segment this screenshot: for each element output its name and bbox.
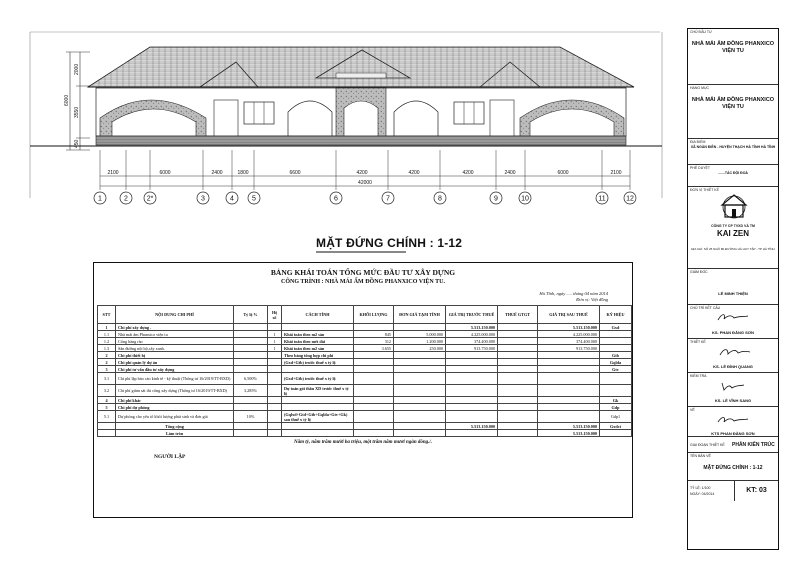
cell-before: 5.513.150.000 [446, 423, 498, 430]
table-subtitle: CÔNG TRÌNH : NHÀ MÁI ẤM ĐỒNG PHANXICO VIỆN TU. [280, 279, 445, 285]
cell-method: Khái toán theo m2 sàn [282, 345, 354, 352]
cell-code: Gxdct [600, 423, 632, 430]
axis-label: 8 [438, 195, 442, 203]
cell-rate: 6,500% [234, 373, 268, 385]
sheet-number: KT: 03 [734, 481, 778, 501]
drafter-cell [688, 407, 778, 437]
cell-before [446, 385, 498, 397]
cell-qty [354, 423, 394, 430]
location-label: ĐỊA ĐIỂM [690, 140, 706, 144]
cell-stt: 5.1 [98, 411, 116, 423]
cell-before [446, 359, 498, 366]
cell-after [538, 385, 600, 397]
hdim-7: 4200 [462, 170, 474, 176]
axis-label: 10 [521, 195, 529, 203]
table-header-row [98, 306, 632, 324]
cell-vat [498, 338, 538, 345]
cell-method: Khái toán theo m2 sàn [282, 331, 354, 338]
cell-stt: 4 [98, 397, 116, 404]
cell-price [394, 430, 446, 437]
table-row [98, 352, 632, 359]
cell-qty [354, 397, 394, 404]
cell-vat [498, 359, 538, 366]
table-row [98, 366, 632, 373]
cell-code: Gxd [600, 324, 632, 331]
cell-method: (Gxd+Gtb) trước thuế x tỷ lệ [282, 373, 354, 385]
hdim-2: 2400 [211, 170, 223, 176]
cell-after: 913.750.000 [538, 345, 600, 352]
cell-vat [498, 430, 538, 437]
cell-method [282, 324, 354, 331]
cell-rate [234, 359, 268, 366]
approved-label: PHÊ DUYỆT [690, 166, 711, 170]
axis-label: 2 [124, 195, 128, 203]
sheet-info-cell [688, 481, 778, 501]
cell-method [282, 397, 354, 404]
cell-qty [354, 385, 394, 397]
cell-before [446, 373, 498, 385]
cell-content: Tổng cộng [116, 423, 234, 430]
cell-coef [268, 366, 282, 373]
col-header: CÁCH TÍNH [282, 306, 354, 324]
cell-code: Gdp1 [600, 411, 632, 423]
cell-before: 4.225.000.000 [446, 331, 498, 338]
signature-icon [688, 345, 778, 359]
signature-icon [688, 311, 778, 325]
cell-rate [234, 324, 268, 331]
cell-rate [234, 430, 268, 437]
cell-vat [498, 352, 538, 359]
cell-qty [354, 373, 394, 385]
hdim-10: 2100 [610, 170, 622, 176]
cell-vat [498, 373, 538, 385]
cell-content: Chi phí tư vấn đầu tư xây dựng [116, 366, 234, 373]
checker-cell [688, 373, 778, 407]
designer-label: THIẾT KẾ [690, 340, 706, 344]
col-header: KHỐI LƯỢNG [354, 306, 394, 324]
signature-icon [688, 379, 778, 393]
title-block [687, 28, 779, 550]
table-row [98, 385, 632, 397]
cell-code: Gdp [600, 404, 632, 411]
cell-rate [234, 404, 268, 411]
cell-coef [268, 359, 282, 366]
col-header: STT [98, 306, 116, 324]
cell-method [282, 430, 354, 437]
cell-coef [268, 423, 282, 430]
axis-label: 1 [98, 195, 102, 203]
director-cell [688, 269, 778, 305]
owner-value: NHÀ MÁI ẤM ĐỒNG PHANXICO VIỆN TU [691, 41, 775, 54]
prepared-by: NGƯỜI LẬP [154, 454, 186, 460]
col-header: GIÁ TRỊ TRƯỚC THUẾ [446, 306, 498, 324]
cell-vat [498, 345, 538, 352]
cell-rate [234, 331, 268, 338]
col-header: NỘI DUNG CHI PHÍ [116, 306, 234, 324]
cell-code [600, 345, 632, 352]
cell-coef [268, 352, 282, 359]
cell-stt: 1 [98, 324, 116, 331]
company-logo-icon [688, 193, 778, 219]
cell-after [538, 352, 600, 359]
cell-after [538, 404, 600, 411]
table-body [98, 324, 632, 437]
axis-label: 9 [494, 195, 498, 203]
cell-content: Cổng hàng rào [116, 338, 234, 345]
col-header: KÝ HIỆU [600, 306, 632, 324]
company-name: KAI ZEN [717, 229, 749, 238]
cell-method: Khái toán theo mét dài [282, 338, 354, 345]
location-value: XÃ NGÀN ĐIỀN - HUYỆN THẠCH HÀ TỈNH HÀ TĨNH [690, 145, 776, 149]
table-row [98, 331, 632, 338]
cell-rate [234, 352, 268, 359]
cell-before: 5.513.150.000 [446, 324, 498, 331]
cell-after: 4.225.000.000 [538, 331, 600, 338]
cell-stt [98, 430, 116, 437]
cell-code [600, 338, 632, 345]
axis-label: 7 [386, 195, 390, 203]
cell-vat [498, 324, 538, 331]
cell-coef: 1 [268, 345, 282, 352]
cell-before [446, 397, 498, 404]
cell-after: 5.513.150.000 [538, 430, 600, 437]
cell-coef [268, 430, 282, 437]
cell-content: Chi phí dự phòng [116, 404, 234, 411]
date-label: NGÀY: 04/2014 [690, 492, 715, 496]
cell-vat [498, 366, 538, 373]
cell-after: 5.513.150.000 [538, 423, 600, 430]
amount-in-words: Năm tỷ, năm trăm mười ba triệu, một trăm năm mươi ngàn đồng./. [293, 440, 433, 445]
cell-content: Chi phí thiết bị [116, 352, 234, 359]
cell-before [446, 352, 498, 359]
cell-vat [498, 397, 538, 404]
cell-before: 374.400.000 [446, 338, 498, 345]
cell-code: Gtb [600, 352, 632, 359]
designer-name: KS. LÊ ĐÌNH QUANG [713, 364, 753, 369]
consultant-cell [688, 187, 778, 269]
cell-qty [354, 366, 394, 373]
cell-price [394, 366, 446, 373]
col-header: GIÁ TRỊ SAU THUẾ [538, 306, 600, 324]
cell-price [394, 397, 446, 404]
vdim-1: 3550 [74, 106, 80, 118]
table-row [98, 430, 632, 437]
cell-stt: 3.1 [98, 373, 116, 385]
cell-rate [234, 345, 268, 352]
cell-qty: 845 [354, 331, 394, 338]
cell-coef: 1 [268, 338, 282, 345]
axis-label: 11 [598, 195, 606, 203]
cell-price: 5.000.000 [394, 331, 446, 338]
designer-cell [688, 339, 778, 373]
approved-cell [688, 165, 778, 187]
cell-price [394, 423, 446, 430]
cell-code [600, 430, 632, 437]
hdim-total: 42000 [358, 180, 372, 186]
vdim-0: 2000 [74, 63, 80, 75]
cost-table [97, 305, 632, 437]
cell-qty: 312 [354, 338, 394, 345]
hdim-0: 2100 [107, 170, 119, 176]
axis-label: 4 [230, 195, 234, 203]
cell-stt: 2 [98, 352, 116, 359]
cell-before [446, 366, 498, 373]
owner-label: CHỦ ĐẦU TƯ [690, 30, 712, 34]
checker-name: KS. LÊ VĨNH SANG [714, 398, 752, 403]
cell-method [282, 404, 354, 411]
owner-cell [688, 29, 778, 85]
cell-rate: 10% [234, 411, 268, 423]
cell-stt: 3.2 [98, 385, 116, 397]
cell-after [538, 411, 600, 423]
cell-before [446, 430, 498, 437]
cell-price [394, 373, 446, 385]
scale-label: TỶ LỆ: 1/100 [690, 486, 711, 490]
axis-label: 5 [252, 195, 256, 203]
company-address: ĐỊA CHỈ: SỐ 25 NGÕ 80 ĐƯỜNG HÀ HUY TẬP - TP HÀ TĨNH [691, 247, 775, 251]
cell-content: Chi phí giám sát thi công xây dựng (Thông tư 16/2019/TT-BXD) [116, 385, 234, 397]
walls [30, 88, 662, 146]
cell-content: Làm tròn [116, 430, 234, 437]
cell-qty: 3.655 [354, 345, 394, 352]
hdim-4: 6600 [289, 170, 301, 176]
company-line: CÔNG TY CP TVXD VÀ TM [711, 224, 755, 228]
sheet-name-label: TÊN BẢN VẼ [690, 454, 711, 458]
table-row [98, 423, 632, 430]
cell-stt [98, 423, 116, 430]
hdim-8: 2400 [504, 170, 516, 176]
signature-icon [688, 414, 778, 426]
hdim-1: 6000 [159, 170, 171, 176]
cell-price [394, 359, 446, 366]
cell-qty [354, 430, 394, 437]
table-title: BẢNG KHÁI TOÁN TỔNG MỨC ĐẦU TƯ XÂY DỰNG [270, 268, 456, 277]
drafter-label: VẼ [690, 408, 695, 412]
location-cell [688, 139, 778, 165]
col-header: Hệ số [268, 306, 282, 324]
phase-label: GIAI ĐOẠN THIẾT KẾ [690, 442, 725, 447]
chief-label: CHỦ TRÌ KẾT CẤU [690, 306, 721, 310]
cell-qty [354, 404, 394, 411]
chief-cell [688, 305, 778, 339]
item-value: NHÀ MÁI ẤM ĐỒNG PHANXICO VIỆN TU [691, 97, 775, 110]
cell-price: 250.000 [394, 345, 446, 352]
director-name: LÊ MINH THIỆN [718, 291, 748, 296]
consultant-label: ĐƠN VỊ THIẾT KẾ [690, 188, 719, 192]
cell-method: Theo bảng tổng hợp chi phí [282, 352, 354, 359]
item-cell [688, 85, 778, 139]
cell-rate [234, 338, 268, 345]
table-row [98, 338, 632, 345]
cell-stt: 2 [98, 359, 116, 366]
cell-after: 5.513.150.000 [538, 324, 600, 331]
axis-label: 3 [201, 195, 205, 203]
cell-content: Chi phí khác [116, 397, 234, 404]
vertical-dimensions [64, 52, 90, 150]
cell-vat [498, 385, 538, 397]
hdim-6: 4200 [408, 170, 420, 176]
table-row [98, 397, 632, 404]
sheet-name-value: MẶT ĐỨNG CHÍNH : 1-12 [703, 465, 763, 471]
cell-vat [498, 404, 538, 411]
cell-code: Gk [600, 397, 632, 404]
cell-rate [234, 423, 268, 430]
cell-before [446, 411, 498, 423]
cell-content: Sân đường nội bộ,cây xanh. [116, 345, 234, 352]
cell-content: Dự phòng cho yếu tố khối lượng phát sinh và đơn giá [116, 411, 234, 423]
grid-axes [94, 192, 636, 204]
cell-method: Dự toán gói thầu XD trước thuế x tỷ lệ [282, 385, 354, 397]
cell-coef [268, 373, 282, 385]
cell-content: Chi phí quản lý dự án [116, 359, 234, 366]
phase-cell [688, 437, 778, 453]
cell-price [394, 411, 446, 423]
cell-code [600, 331, 632, 338]
col-header: THUẾ GTGT [498, 306, 538, 324]
col-header: ĐƠN GIÁ TẠM TÍNH [394, 306, 446, 324]
cell-vat [498, 411, 538, 423]
table-row [98, 345, 632, 352]
cell-qty [354, 359, 394, 366]
sheet-name-cell [688, 453, 778, 481]
cell-price [394, 352, 446, 359]
cell-rate: 3,285% [234, 385, 268, 397]
table-row [98, 373, 632, 385]
horizontal-dimensions [100, 150, 630, 190]
cell-coef: 1 [268, 331, 282, 338]
cell-coef [268, 324, 282, 331]
cell-before: 913.750.000 [446, 345, 498, 352]
cell-stt: 5 [98, 404, 116, 411]
cell-method [282, 366, 354, 373]
cell-qty [354, 352, 394, 359]
checker-label: KIỂM TRA [690, 374, 707, 378]
cell-after [538, 397, 600, 404]
cell-rate [234, 397, 268, 404]
hdim-3: 1800 [237, 170, 249, 176]
hdim-5: 4200 [356, 170, 368, 176]
cell-price: 1.200.000 [394, 338, 446, 345]
table-row [98, 411, 632, 423]
cell-after: 374.400.000 [538, 338, 600, 345]
cell-rate [234, 366, 268, 373]
cell-stt: 1.1 [98, 331, 116, 338]
cell-content: Chi phí xây dựng . [116, 324, 234, 331]
cell-method: (Gqlxd+Gtd+Gtb+Gqlda+Gtv+Gk) sau thuế x tỷ lệ [282, 411, 354, 423]
cost-estimate-table [93, 262, 633, 518]
drafter-name: KTS PHAN ĐĂNG SƠN [711, 431, 755, 436]
cell-stt: 1.2 [98, 338, 116, 345]
cell-after [538, 373, 600, 385]
vdim-total: 6000 [64, 94, 70, 106]
axis-label: 2* [146, 195, 154, 203]
cell-code: Gtv [600, 366, 632, 373]
item-label: HẠNG MỤC [690, 86, 710, 90]
cell-method [282, 423, 354, 430]
table-row [98, 404, 632, 411]
col-header: Tỷ lệ % [234, 306, 268, 324]
cell-stt: 1.3 [98, 345, 116, 352]
table-row [98, 359, 632, 366]
cell-vat [498, 423, 538, 430]
cell-method: (Gxd+Gtb) trước thuế x tỷ lệ [282, 359, 354, 366]
phase-value: PHẦN KIẾN TRÚC [732, 441, 775, 448]
axis-label: 6 [334, 195, 338, 203]
cell-content: Chi phí lập báo cáo kinh tế - kỹ thuật (Thông tư 16/2019/TT-BXD) [116, 373, 234, 385]
director-label: GIÁM ĐỐC [690, 270, 708, 274]
cell-code: Gqlda [600, 359, 632, 366]
table-row [98, 324, 632, 331]
cell-coef [268, 397, 282, 404]
cell-coef [268, 385, 282, 397]
cell-qty [354, 324, 394, 331]
cell-price [394, 385, 446, 397]
cell-content: Nhà mái ấm Phanxico viện tu [116, 331, 234, 338]
table-unit: Đơn vị: Việt đồng [576, 297, 608, 302]
vdim-2: 450 [74, 139, 80, 148]
cell-after [538, 359, 600, 366]
roof [88, 47, 634, 87]
cell-coef [268, 411, 282, 423]
cell-coef [268, 404, 282, 411]
axis-label: 12 [626, 195, 634, 203]
drawing-title: MẶT ĐỨNG CHÍNH : 1-12 [316, 236, 463, 250]
cell-stt: 3 [98, 366, 116, 373]
cell-after [538, 366, 600, 373]
cell-qty [354, 411, 394, 423]
cell-code [600, 373, 632, 385]
chief-name: KS. PHAN ĐĂNG SƠN [711, 330, 755, 335]
table-date: Hà Tĩnh, ngày ..... tháng 04 năm 2014 [539, 291, 608, 296]
cell-price [394, 404, 446, 411]
cell-before [446, 404, 498, 411]
hdim-9: 6000 [557, 170, 569, 176]
approved-value: .......TÁC ĐỘI ĐOÀ [718, 171, 748, 175]
cell-vat [498, 331, 538, 338]
cell-code [600, 385, 632, 397]
cell-price [394, 324, 446, 331]
